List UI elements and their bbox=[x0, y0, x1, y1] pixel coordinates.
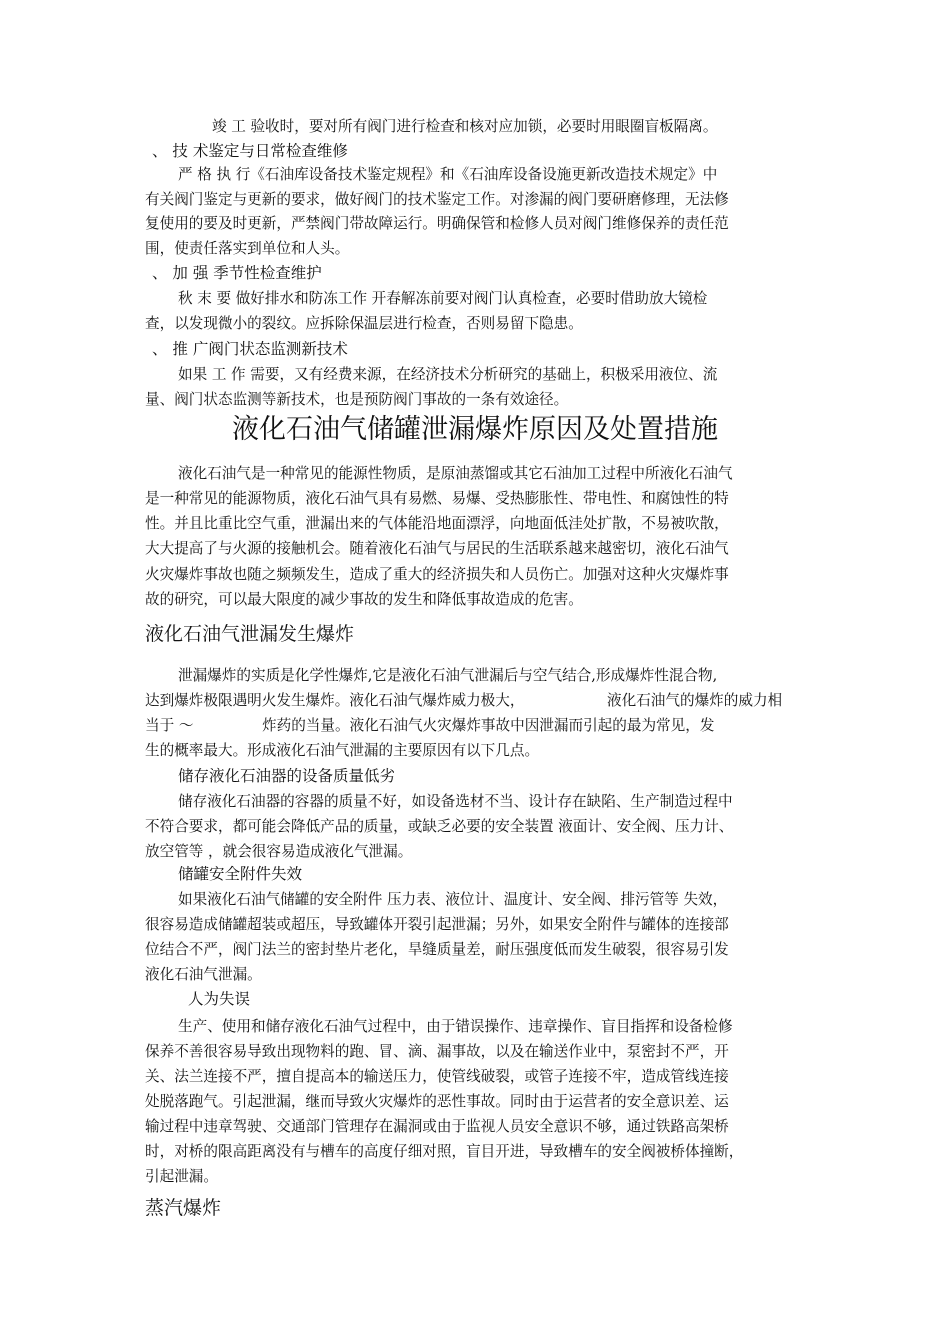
paragraph-line: 如果液化石油气储罐的安全附件 压力表、液位计、温度计、安全阀、排污管等 失效， bbox=[178, 891, 728, 908]
intro-line: 故的研究，可以最大限度的减少事故的发生和降低事故造成的危害。 bbox=[145, 591, 583, 608]
paragraph-line: 位结合不严，阀门法兰的密封垫片老化，旱缝质量差，耐压强度低而发生破裂，很容易引发 bbox=[145, 941, 729, 958]
paragraph-line: 保养不善很容易导致出现物料的跑、冒、滴、漏事故，以及在输送作业中，泵密封不严，开 bbox=[145, 1043, 729, 1060]
paragraph-line: 量、阀门状态监测等新技术，也是预防阀门事故的一条有效途径。 bbox=[145, 391, 569, 408]
paragraph-line: 引起泄漏。 bbox=[145, 1168, 218, 1185]
paragraph-line: 储存液化石油器的容器的质量不好，如设备选材不当、设计存在缺陷、生产制造过程中 bbox=[178, 793, 733, 810]
intro-line: 大大提高了与火源的接触机会。随着液化石油气与居民的生活联系越来越密切，液化石油气 bbox=[145, 540, 729, 557]
subheading-tech-inspection: 、 技 术鉴定与日常检查维修 bbox=[152, 142, 348, 160]
paragraph-line: 泄漏爆炸的实质是化学性爆炸,它是液化石油气泄漏后与空气结合,形成爆炸性混合物, bbox=[178, 667, 718, 684]
subheading-equipment-quality: 储存液化石油器的设备质量低劣 bbox=[178, 767, 396, 785]
subheading-seasonal-check: 、 加 强 季节性检查维护 bbox=[152, 264, 322, 282]
top-line: 竣 工 验收时，要对所有阀门进行检查和核对应加锁，必要时用眼圈盲板隔离。 bbox=[212, 118, 718, 135]
paragraph-line: 生的概率最大。形成液化石油气泄漏的主要原因有以下几点。 bbox=[145, 742, 540, 759]
paragraph-line: 当于 ～ bbox=[145, 717, 194, 734]
paragraph-line: 输过程中违章驾驶、交通部门管理存在漏洞或由于监视人员安全意识不够，通过铁路高架桥 bbox=[145, 1118, 729, 1135]
paragraph-line: 秋 末 要 做好排水和防冻工作 开春解冻前要对阀门认真检查，必要时借助放大镜检 bbox=[178, 290, 708, 307]
intro-line: 火灾爆炸事故也随之频频发生，造成了重大的经济损失和人员伤亡。加强对这种火灾爆炸事 bbox=[145, 566, 729, 583]
paragraph-line: 时，对桥的限高距离没有与槽车的高度仔细对照，盲目开进，导致槽车的安全阀被桥体撞断， bbox=[145, 1143, 744, 1160]
paragraph-line: 查，以发现微小的裂纹。应拆除保温层进行检查，否则易留下隐患。 bbox=[145, 315, 583, 332]
section-heading-steam-explosion: 蒸汽爆炸 bbox=[145, 1197, 222, 1219]
paragraph-line: 放空管等 ，就会很容易造成液化气泄漏。 bbox=[145, 843, 413, 860]
subheading-safety-attachments: 储罐安全附件失效 bbox=[178, 865, 303, 883]
paragraph-line: 达到爆炸极限遇明火发生爆炸。液化石油气爆炸威力极大， bbox=[145, 692, 525, 709]
paragraph-line: 有关阀门鉴定与更新的要求，做好阀门的技术鉴定工作。对渗漏的阀门要研磨修理，无法修 bbox=[145, 191, 729, 208]
paragraph-line: 液化石油气的爆炸的威力相 bbox=[607, 692, 783, 709]
paragraph-line: 炸药的当量。液化石油气火灾爆炸事故中因泄漏而引起的最为常见，发 bbox=[262, 717, 715, 734]
paragraph-line: 很容易造成储罐超装或超压，导致罐体开裂引起泄漏；另外，如果安全附件与罐体的连接部 bbox=[145, 916, 729, 933]
paragraph-line: 围，使责任落实到单位和人头。 bbox=[145, 240, 350, 257]
document-title: 液化石油气储罐泄漏爆炸原因及处置措施 bbox=[232, 414, 718, 445]
paragraph-line: 处脱落跑气。引起泄漏，继而导致火灾爆炸的恶性事故。同时由于运营者的安全意识差、运 bbox=[145, 1093, 729, 1110]
intro-line: 是一种常见的能源物质，液化石油气具有易燃、易爆、受热膨胀性、带电性、和腐蚀性的特 bbox=[145, 490, 729, 507]
paragraph-line: 如果 工 作 需要，又有经费来源，在经济技术分析研究的基础上，积极采用液位、流 bbox=[178, 366, 718, 383]
subheading-human-error: 人为失误 bbox=[188, 990, 251, 1008]
paragraph-line: 生产、使用和储存液化石油气过程中，由于错误操作、违章操作、盲目指挥和设备检修 bbox=[178, 1018, 733, 1035]
paragraph-line: 液化石油气泄漏。 bbox=[145, 966, 262, 983]
paragraph-line: 关、法兰连接不严，擅自提高本的输送压力，使管线破裂，或管子连接不牢，造成管线连接 bbox=[145, 1068, 729, 1085]
paragraph-line: 严 格 执 行《石油库设备技术鉴定规程》和《石油库设备设施更新改造技术规定》中 bbox=[178, 166, 718, 183]
paragraph-line: 复使用的要及时更新，严禁阀门带故障运行。明确保管和检修人员对阀门维修保养的责任范 bbox=[145, 215, 729, 232]
paragraph-line: 不符合要求，都可能会降低产品的质量，或缺乏必要的安全装置 液面计、安全阀、压力计、 bbox=[145, 818, 734, 835]
section-heading-leak-explosion: 液化石油气泄漏发生爆炸 bbox=[145, 623, 355, 645]
intro-line: 液化石油气是一种常见的能源性物质，是原油蒸馏或其它石油加工过程中所液化石油气 bbox=[178, 465, 733, 482]
intro-line: 性。并且比重比空气重，泄漏出来的气体能沿地面漂浮，向地面低洼处扩散，不易被吹散， bbox=[145, 515, 729, 532]
subheading-monitoring-tech: 、 推 广阀门状态监测新技术 bbox=[152, 340, 348, 358]
